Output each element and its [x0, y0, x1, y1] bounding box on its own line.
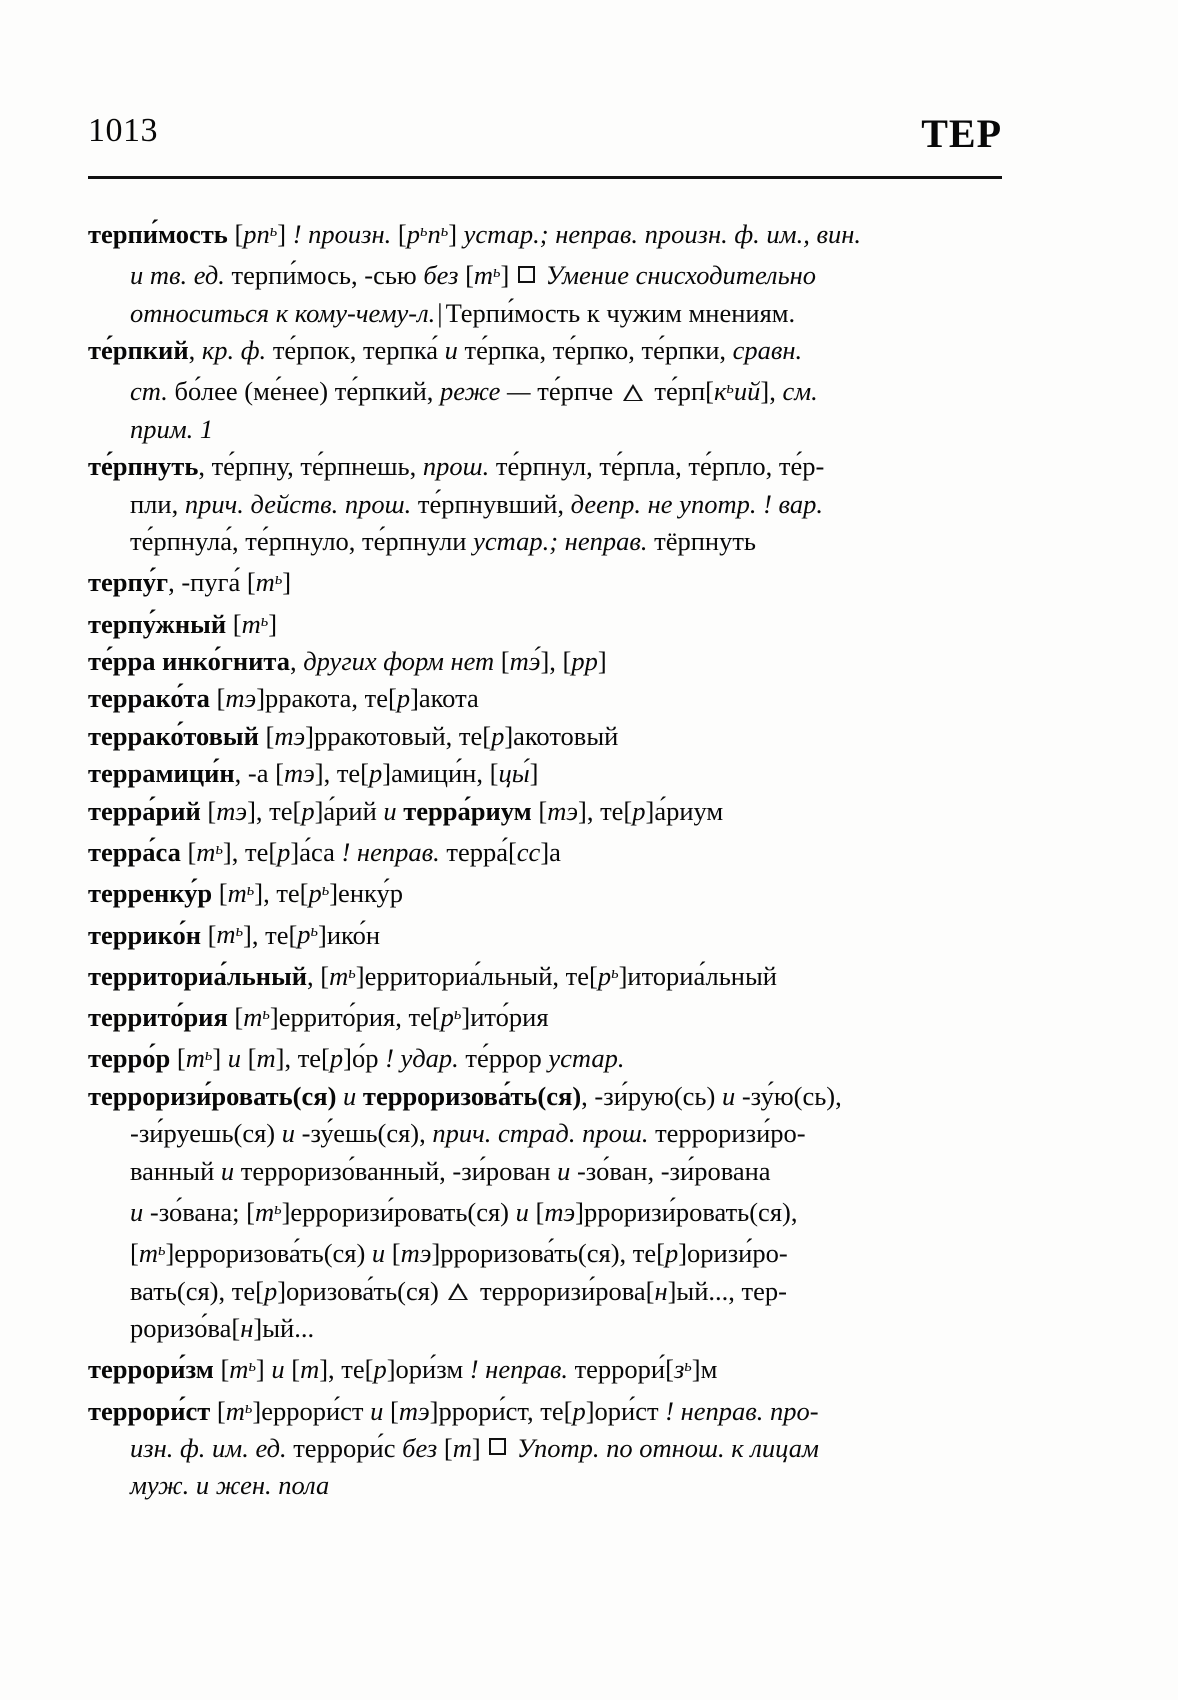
- entry-line: терпи́мость $[рп^ь]$ ! произн. $[р^ьп^ь]$ устар.; неправ. произн. ф. им., вин.: [88, 218, 861, 249]
- dictionary-entry: [88, 643, 1006, 680]
- entry-line: муж. и жен. пола: [130, 1470, 330, 1501]
- dictionary-entry: [88, 913, 1006, 954]
- box-mark-icon: [489, 1438, 506, 1455]
- entry-line: -зи́руешь(ся) и -зу́ешь(ся), прич. страд. прош. терроризи́ро-: [130, 1118, 806, 1149]
- entry-line: террори́зм $[т^ь]$ и [т], те[р]ори́зм ! неправ. $террори́[з^ь]м$: [88, 1354, 718, 1385]
- entry-line: изн. ф. им. ед. террори́с без [т] Употр. по отнош. к лицам: [130, 1432, 819, 1463]
- dictionary-entry: [88, 793, 1006, 830]
- entry-line: пли, прич. действ. прош. те́рпнувший, деепр. не употр. ! вар.: [130, 488, 823, 519]
- dictionary-entry: [88, 1078, 1006, 1348]
- entry-line: те́рпнуть, те́рпну, те́рпнешь, прош. те́рпнул, те́рпла, те́рпло, те́р-: [88, 451, 825, 482]
- entry-line: террако́та [тэ]рракота, те[р]акота: [88, 683, 479, 714]
- entry-list: [88, 212, 1006, 1505]
- dictionary-entry: [88, 560, 1006, 601]
- entry-line: те́рпкий, кр. ф. те́рпок, терпка́ и те́рпка, те́рпко, те́рпки, сравн.: [88, 335, 803, 365]
- dictionary-entry: [88, 830, 1006, 871]
- entry-line: ванный и терроризо́ванный, -зи́рован и -зо́ван, -зи́рована: [130, 1155, 771, 1186]
- dictionary-entry: [88, 602, 1006, 643]
- entry-line: терренку́р $[т^ь]$, $те[р^ь]енку́р$: [88, 878, 404, 909]
- running-head: [88, 112, 1002, 174]
- dictionary-entry: [88, 718, 1006, 755]
- triangle-mark-icon: [623, 384, 643, 401]
- entry-line: терро́р $[т^ь]$ и [т], те[р]о́р ! удар. те́ррор устар.: [88, 1043, 625, 1074]
- entry-line: террито́рия $[т^ь]еррито́рия$, $те[р^ь]ито́рия$: [88, 1002, 549, 1033]
- guide-word: ТЕР: [921, 111, 1002, 156]
- entry-line: террори́ст $[т^ь]еррори́ст$ и [тэ]ррори́ст, те[р]ори́ст ! неправ. про-: [88, 1395, 819, 1426]
- entry-line: террико́н $[т^ь]$, $те[р^ь]ико́н$: [88, 919, 380, 950]
- entry-line: и -зо́вана; $[т^ь]ерроризи́ровать(ся)$ и [тэ]рроризи́ровать(ся),: [130, 1196, 798, 1227]
- dictionary-entry: [88, 332, 1006, 448]
- entry-line: террамици́н, -а [тэ], те[р]амици́н, [цы́]: [88, 758, 539, 789]
- dictionary-entry: [88, 995, 1006, 1036]
- dictionary-entry: [88, 680, 1006, 717]
- triangle-mark-icon: [448, 1283, 468, 1300]
- entry-line: террако́товый [тэ]рракотовый, те[р]акотовый: [88, 720, 619, 751]
- entry-line: терра́рий [тэ], те[р]а́рий и терра́риум [тэ], те[р]а́риум: [88, 795, 724, 826]
- dictionary-entry: [88, 1347, 1006, 1388]
- dictionary-entry: [88, 1389, 1006, 1505]
- dictionary-entry: [88, 212, 1006, 332]
- dictionary-entry: [88, 871, 1006, 912]
- entry-line: ст. бо́лее (ме́нее) те́рпкий, реже — те́рпче $те́рп[к^ьий]$, см.: [130, 376, 818, 407]
- entry-line: прим. 1: [130, 413, 214, 444]
- entry-line: и тв. ед. терпи́мось, -сью без $[т^ь]$ Умение снисходительно: [130, 260, 817, 291]
- entry-line: те́рпнула́, те́рпнуло, те́рпнули устар.; неправ. тёрпнуть: [130, 525, 756, 556]
- entry-line: роризо́ва[н]ый...: [130, 1312, 315, 1343]
- page-number: 1013: [88, 112, 158, 149]
- dictionary-entry: [88, 954, 1006, 995]
- entry-line: терроризи́ровать(ся) и терроризова́ть(ся), -зи́рую(сь) и -зу́ю(сь),: [88, 1080, 842, 1111]
- dictionary-entry: [88, 1036, 1006, 1077]
- entry-line: те́рра инко́гнита, других форм нет [тэ́], [рр]: [88, 645, 607, 676]
- header-rule: [88, 176, 1002, 179]
- entry-line: относиться к кому-чему-л.| Терпи́мость к чужим мнениям.: [130, 297, 796, 328]
- entry-line: терра́са $[т^ь]$, те[р]а́са ! неправ. терра́[сс]а: [88, 836, 561, 867]
- dictionary-entry: [88, 448, 1006, 560]
- box-mark-icon: [518, 266, 535, 283]
- entry-line: вать(ся), те[р]оризова́ть(ся) терроризи́рова[н]ый..., тер-: [130, 1275, 787, 1306]
- dictionary-entry: [88, 755, 1006, 792]
- entry-line: территориа́льный, $[т^ь]ерриториа́льный$, $те[р^ь]иториа́льный$: [88, 960, 777, 991]
- entry-line: терпу́жный $[т^ь]$: [88, 608, 278, 639]
- entry-line: $[т^ь]ерроризова́ть(ся)$ и [тэ]рроризова́ть(ся), те[р]оризи́ро-: [130, 1238, 788, 1269]
- entry-line: терпу́г, -пуга́ $[т^ь]$: [88, 567, 292, 598]
